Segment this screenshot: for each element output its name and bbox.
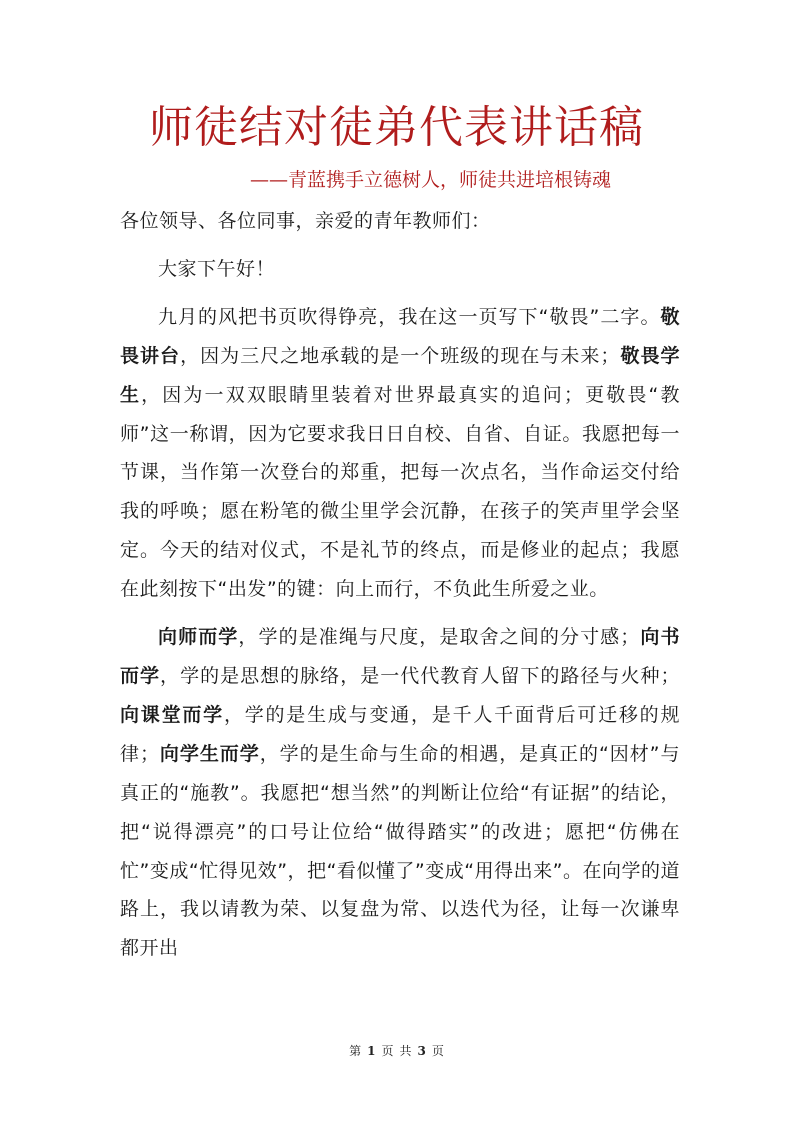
p1-text-1: 九月的风把书页吹得铮亮，我在这一页写下“敬畏”二字。 (158, 305, 661, 328)
p2-bold-3: 向课堂而学 (120, 703, 224, 726)
p2-bold-4: 向学生而学 (159, 742, 260, 765)
footer-prefix: 第 (349, 1044, 362, 1058)
footer-total-pages: 3 (417, 1044, 426, 1058)
document-subtitle: ——青蓝携手立德树人，师徒共进培根铸魂 (249, 169, 611, 191)
salutation: 各位领导、各位同事，亲爱的青年教师们： (120, 210, 491, 232)
p2-text-4: ，学的是生命与生命的相遇，是真正的“因材”与真正的“施教”。我愿把“想当然”的判断让位给“有证据”的结论，把“说得漂亮”的口号让位给“做得踏实”的改进；愿把“仿佛在忙”变成“忙得见效”，把“看似懂了”变成“用得出来”。在向学的道路上，我以请教为荣、以复盘为常、以迭代为径，让每一次谦卑都开出 (120, 742, 680, 960)
p2-text-2: ，学的是思想的脉络，是一代代教育人留下的路径与火种； (160, 664, 680, 687)
footer-suffix: 页 (431, 1044, 444, 1058)
footer-mid-2: 共 (399, 1044, 412, 1058)
p2-text-3: ，学的是生成与变通，是千人千面背后可迁移的规律； (120, 703, 680, 765)
p1-text-2: ，因为三尺之地承载的是一个班级的现在与未来； (180, 344, 620, 367)
p2-bold-1: 向师而学 (158, 626, 239, 649)
footer-page-number: 1 (367, 1044, 376, 1058)
paragraph-2 (120, 618, 680, 968)
document-title: 师徒结对徒弟代表讲话稿 (149, 102, 644, 153)
footer-mid-1: 页 (381, 1044, 394, 1058)
page-footer (0, 1042, 793, 1060)
p1-bold-2: 敬畏学生 (120, 344, 680, 406)
p1-text-3: ，因为一双双眼睛里装着对世界最真实的追问；更敬畏“教师”这一称谓，因为它要求我日日自校、自省、自证。我愿把每一节课，当作第一次登台的郑重，把每一次点名，当作命运交付给我的呼唤；愿在粉笔的微尘里学会沉静，在孩子的笑声里学会坚定。今天的结对仪式，不是礼节的终点，而是修业的起点；我愿在此刻按下“出发”的键：向上而行，不负此生所爱之业。 (120, 383, 680, 601)
document-body (120, 202, 680, 968)
paragraph-1 (120, 298, 680, 609)
p2-text-1: ，学的是准绳与尺度，是取舍之间的分寸感； (238, 626, 640, 649)
p1-bold-1: 敬畏讲台 (120, 305, 680, 367)
p2-bold-2: 向书而学 (120, 626, 680, 687)
greeting: 大家下午好！ (158, 257, 276, 280)
